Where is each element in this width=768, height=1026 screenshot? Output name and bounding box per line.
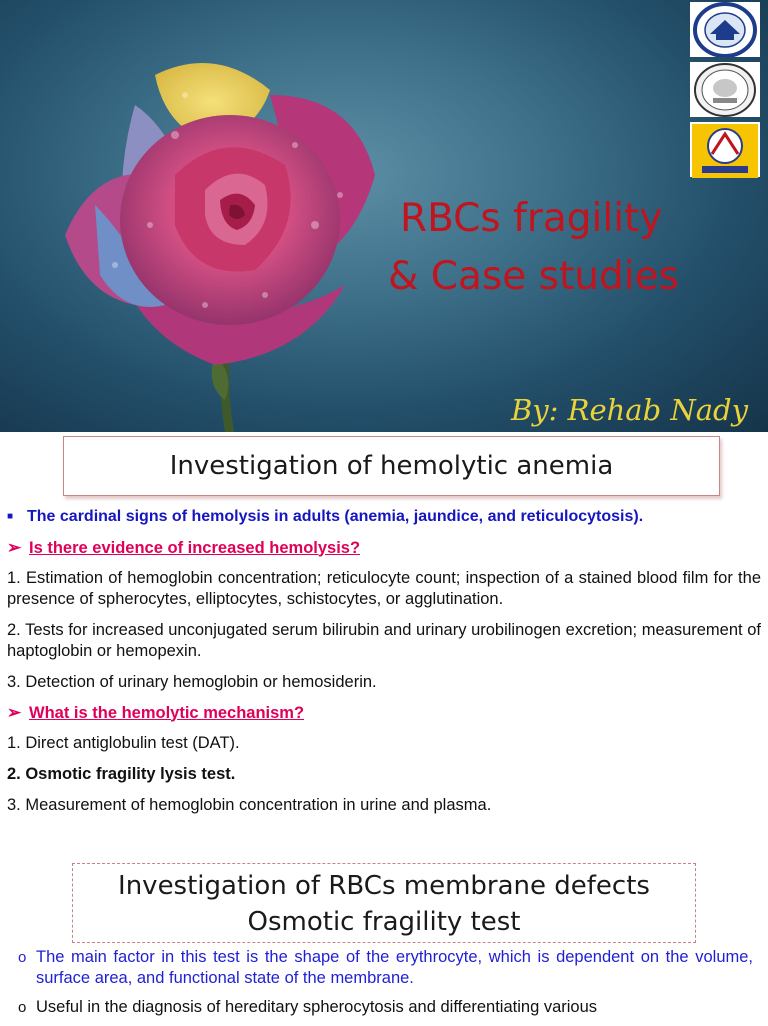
arrow-bullet-icon: ➢ (7, 703, 22, 722)
question-2-text: What is the hemolytic mechanism? (29, 703, 305, 722)
square-bullet-icon: ■ (7, 511, 14, 522)
arrow-bullet-icon: ➢ (7, 538, 22, 557)
title-slide (0, 0, 768, 432)
list-item: 1. Direct antiglobulin test (DAT). (7, 734, 240, 752)
title-line-1: RBCs fragility (400, 196, 663, 241)
osmotic-fragility-slide (0, 857, 768, 1024)
question-1 (7, 538, 761, 558)
faculty-seal-icon (690, 62, 760, 117)
bullet-list (18, 947, 753, 1026)
list-item (18, 997, 753, 1018)
author-byline: By: Rehab Nady (510, 393, 748, 427)
slide-title (72, 863, 696, 943)
cardinal-signs-bullet (7, 508, 761, 526)
circle-bullet-icon: o (18, 999, 27, 1016)
circle-bullet-icon: o (18, 949, 27, 966)
list-item: 2. Osmotic fragility lysis test. (7, 765, 236, 783)
slide-title-line-2: Osmotic fragility test (247, 907, 521, 937)
university-seal-icon (690, 2, 760, 57)
cardinal-signs-text: The cardinal signs of hemolysis in adults (anemia, jaundice, and reticulocytosis). (27, 508, 644, 525)
list-item (18, 947, 753, 989)
question-2 (7, 703, 761, 723)
question-1-text: Is there evidence of increased hemolysis? (29, 538, 361, 557)
rose-image (55, 55, 385, 432)
slide-body (7, 508, 761, 826)
list-item: 3. Measurement of hemoglobin concentration in urine and plasma. (7, 796, 492, 814)
hemolytic-anemia-slide (0, 432, 768, 857)
list-item-text: The main factor in this test is the shape of the erythrocyte, which is dependent on the volume, surface area, and functional state of the membrane. (36, 948, 753, 987)
title-line-2: & Case studies (388, 254, 679, 299)
list-item: 2. Tests for increased unconjugated serum bilirubin and urinary urobilinogen excretion; measurement of haptoglobin or hemopexin. (7, 621, 761, 660)
list-item: 1. Estimation of hemoglobin concentration; reticulocyte count; inspection of a stained blood film for the presence of spherocytes, elliptocytes, schistocytes, or agglutination. (7, 569, 761, 608)
slide-title: Investigation of hemolytic anemia (63, 436, 720, 496)
list-item: 3. Detection of urinary hemoglobin or hemosiderin. (7, 673, 377, 691)
slide-title-line-1: Investigation of RBCs membrane defects (118, 871, 650, 901)
department-logo (690, 122, 760, 177)
presentation-title (388, 190, 758, 306)
faculty-logo (690, 62, 760, 117)
university-logo (690, 2, 760, 57)
science-badge-icon (690, 122, 760, 180)
list-item-text: Useful in the diagnosis of hereditary spherocytosis and differentiating various (36, 998, 598, 1016)
